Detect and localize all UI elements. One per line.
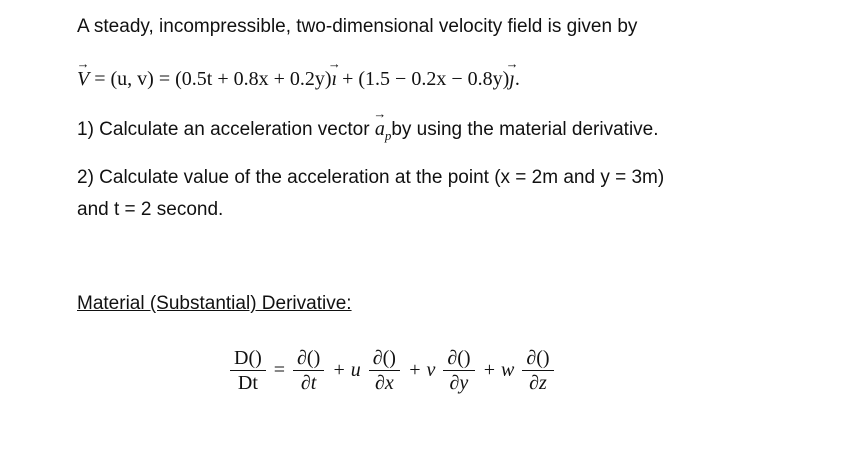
- v-term: + v: [407, 358, 436, 381]
- question-2-line-2: and t = 2 second.: [77, 199, 224, 220]
- acceleration-symbol: → a: [375, 118, 385, 141]
- acceleration-subscript: p: [384, 128, 392, 143]
- time-fraction: [293, 346, 324, 395]
- velocity-equation: [77, 68, 520, 91]
- material-derivative-formula: [230, 340, 554, 400]
- z-numerator: ∂(): [522, 346, 553, 371]
- z-denominator: ∂z: [529, 371, 547, 394]
- intro-text: A steady, incompressible, two-dimensional velocity field is given by: [77, 16, 638, 37]
- x-fraction: [369, 346, 400, 395]
- velocity-vector-symbol: → V: [77, 68, 89, 91]
- j-unit-vector: → ȷ: [509, 68, 515, 91]
- z-fraction: [522, 346, 553, 395]
- question-1-text-start: 1) Calculate an acceleration vector: [77, 119, 375, 140]
- time-denominator: ∂t: [300, 371, 317, 394]
- y-denominator: ∂y: [449, 371, 469, 394]
- i-unit-vector: → ı: [332, 68, 338, 91]
- x-numerator: ∂(): [369, 346, 400, 371]
- x-denominator: ∂x: [374, 371, 394, 394]
- w-term: + w: [482, 358, 515, 381]
- question-2-line-1: 2) Calculate value of the acceleration at the point (x = 2m and y = 3m): [77, 167, 665, 188]
- equation-part-1: = (u, v) = (0.5t + 0.8x + 0.2y): [89, 68, 332, 90]
- equals-sign: =: [273, 358, 286, 381]
- section-heading: Material (Substantial) Derivative:: [77, 293, 352, 314]
- lhs-numerator: D(): [230, 346, 266, 371]
- question-1: [77, 118, 659, 144]
- lhs-denominator: Dt: [237, 371, 258, 394]
- equation-end: .: [514, 68, 520, 90]
- y-fraction: [443, 346, 474, 395]
- question-1-text-end: by using the material derivative.: [391, 119, 659, 140]
- lhs-fraction: [230, 346, 266, 395]
- equation-part-2: + (1.5 − 0.2x − 0.8y): [337, 68, 510, 90]
- time-numerator: ∂(): [293, 346, 324, 371]
- u-term: + u: [332, 358, 361, 381]
- y-numerator: ∂(): [443, 346, 474, 371]
